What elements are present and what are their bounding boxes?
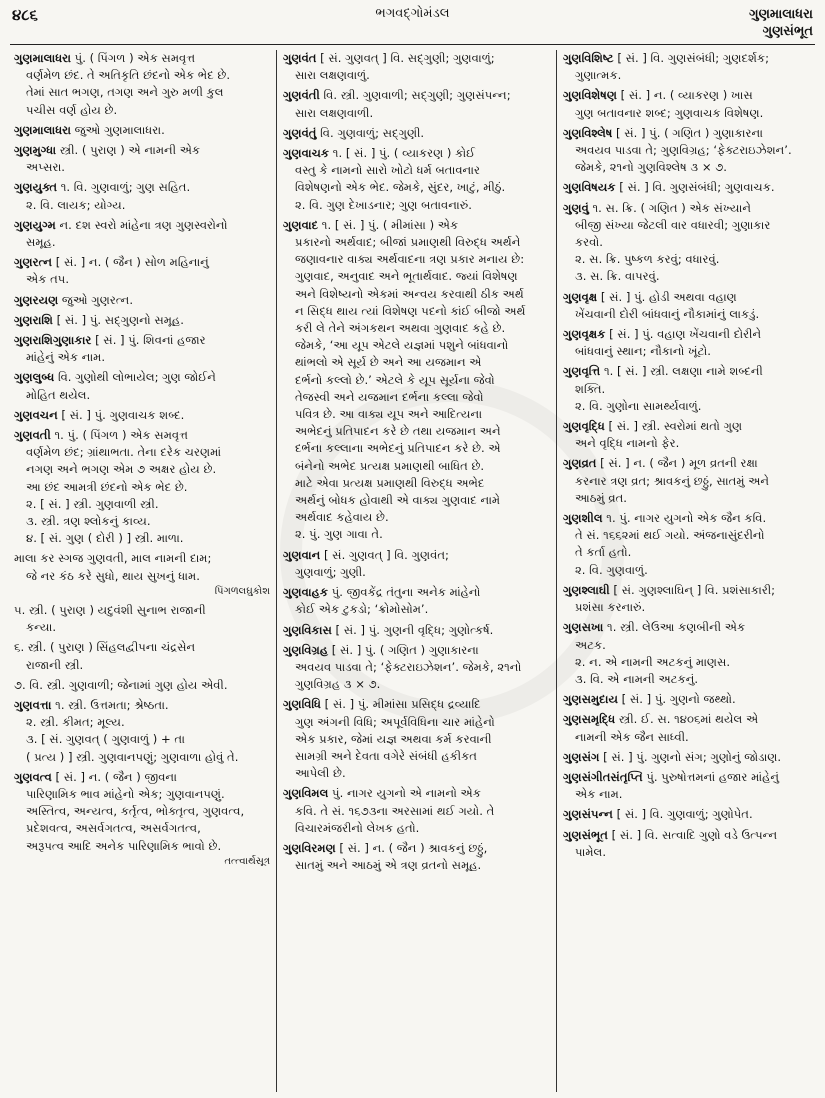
- entry-line: ન સિદ્ધ થાય ત્યાં વિશેષણ પદનો કાંઈ બીજો અર્થ: [295, 303, 526, 318]
- headword: ગુણવૃક્ષ: [563, 289, 598, 304]
- headword: ગુણયુક્ત: [14, 180, 58, 195]
- entry-headline: ગુણવ્રત [ સં. ] ન. ( જૈન ) મૂળ વ્રતની રક્ષા: [563, 456, 758, 471]
- headword: ગુણવંતી: [283, 88, 320, 103]
- entry-headline: ગુણવંતી વિ. સ્ત્રી. ગુણવાળી; સદ્ગુણી; ગુણસંપન્ન;: [283, 88, 511, 103]
- entry-line: ૨. પું. ગુણ ગાવા તે.: [295, 527, 383, 542]
- dictionary-entry: [563, 582, 811, 616]
- entry-headline: ગુણવિકાસ [ સં. ] પું. ગુણની વૃદ્ધિ; ગુણોત્કર્ષ.: [283, 622, 494, 637]
- dictionary-entry: [14, 407, 270, 424]
- headword: ગુણવાચક: [283, 146, 330, 161]
- entry-line: સારા લક્ષણવાળી.: [295, 105, 374, 120]
- headword: ગુણવાદ: [283, 217, 319, 232]
- entry-line: અને વિશેષ્યનો એકમાં અન્વય કરવાથી ઠીક અર્થ: [295, 286, 524, 301]
- dictionary-entry: [14, 254, 270, 288]
- entry-headline: ગુણવિશેષણ [ સં. ] ન. ( વ્યાકરણ ) ખાસ: [563, 88, 753, 103]
- page-number: ૪૮૬: [12, 6, 38, 24]
- headword: ગુણવત્તા: [14, 697, 52, 712]
- headword: ગુણરાશિ: [14, 312, 53, 327]
- dictionary-columns: [8, 50, 817, 1092]
- headword: ગુણવિકાસ: [283, 622, 332, 637]
- dictionary-entry: [283, 840, 550, 874]
- entry-line: ગુણ બતાવનાર શબ્દ; ગુણવાચક વિશેષણ.: [575, 105, 764, 120]
- entry-headline: ગુણવાચક ૧. [ સં. ] પું. ( વ્યાકરણ ) કોઈ: [283, 146, 476, 161]
- entry-line: જણાવનાર વાક્ય અર્થવાદના ત્રણ પ્રકાર મનાય છે:: [295, 252, 525, 267]
- entry-line: અપ્સરા.: [26, 160, 65, 175]
- headword: ગુણવિષયક: [563, 180, 616, 195]
- headword: ગુણવિશ્લેષ: [563, 125, 613, 140]
- dictionary-entry: [563, 87, 811, 121]
- dictionary-entry: [283, 785, 550, 837]
- dictionary-entry: [283, 217, 550, 544]
- dictionary-entry: [14, 179, 270, 213]
- entry-headline: ગુણવૃક્ષક [ સં. ] પું. વહાણ ખેંચવાની દોરીને: [563, 327, 762, 342]
- entry-line: પ્રકારનો અર્થવાદ; બીજાં પ્રમાણથી વિરુદ્ધ અર્થને: [295, 235, 521, 250]
- dictionary-entry: [563, 125, 811, 177]
- entry-headline: ગુણમુગ્ધા સ્ત્રી. ( પુરાણ ) એ નામની એક: [14, 143, 201, 158]
- dictionary-entry: [283, 145, 550, 214]
- entry-line: ૨. [ સં. ] સ્ત્રી. ગુણવાળી સ્ત્રી.: [26, 496, 159, 511]
- entry-line: શક્તિ.: [575, 381, 606, 396]
- dictionary-entry: [14, 369, 270, 403]
- entry-line: અર્થનું બોધક હોવાથી એ વાક્ય ગુણવાદ નામે: [295, 493, 501, 508]
- dictionary-entry: [14, 677, 270, 694]
- entry-line: ૩. સ. ક્રિ. વાપરવું.: [575, 269, 660, 284]
- dictionary-entry: [14, 217, 270, 251]
- entry-line: વસ્તુ કે નામનો સારો ખોટો ધર્મ બતાવનાર: [295, 163, 481, 178]
- column-3: [556, 50, 817, 1092]
- headword: ગુણવત્વ: [14, 769, 52, 784]
- entry-headline: ગુણવિગ્રહ [ સં. ] પું. ( ગણિત ) ગુણાકારના: [283, 642, 479, 657]
- entry-headline: ગુણવાહક પું. જીવકેંદ્ર તંતુના અનેક માંહેનો: [283, 585, 481, 600]
- entry-headline: ગુણસંભૂત [ સં. ] વિ. સત્વાદિ ગુણો વડે ઉત્પન્ન: [563, 827, 778, 842]
- entry-line: અવયવ પાડવા તે; ‘ફેક્ટરાઇઝેશન’. જેમકે, ૨૧નો: [295, 659, 522, 674]
- guide-word-top: ગુણમાલાધરા: [749, 7, 813, 22]
- entry-line: ગુણાત્મક.: [575, 68, 622, 83]
- entry-line: ૨. સ્ત્રી. કીમત; મૂલ્ય.: [26, 715, 125, 730]
- entry-line: માટે એવા પ્રત્યક્ષ પ્રમાણથી વિરુદ્ધ અભેદ: [295, 475, 485, 490]
- headword: ગુણવૃક્ષક: [563, 327, 606, 342]
- entry-headline: ગુણમાલાધરા જુઓ ગુણમાલાધરા.: [14, 122, 165, 137]
- headword: ગુણસમૃદ્ધિ: [563, 712, 616, 727]
- entry-line: ખેંચવાની દોરી બાંધવાનું નૌકામાંનું લાકડું.: [575, 306, 760, 321]
- entry-line: બાંધવાનું સ્થાન; નૌકાનો ખૂંટો.: [575, 344, 711, 359]
- headword: ગુણવતી: [14, 428, 51, 443]
- entry-headline: ગુણસમુદાય [ સં. ] પું. ગુણનો જથ્થો.: [563, 692, 736, 707]
- entry-line: ૬. સ્ત્રી. ( પુરાણ ) સિંહલદ્વીપના ચંદ્રસેન: [14, 640, 196, 655]
- headword: ગુણમુગ્ધા: [14, 143, 57, 158]
- dictionary-entry: [563, 455, 811, 507]
- headword: ગુણસંગ: [563, 749, 600, 764]
- entry-line: અવયવ પાડવા તે; ગુણવિગ્રહ; ‘ફેક્ટરાઇઝેશન’.: [575, 143, 792, 158]
- guide-word-bottom: ગુણસંભૂત: [762, 24, 813, 39]
- entry-line: માલા કર સ્ગજ ગુણવતી, માલ નામની દામ;: [14, 551, 212, 566]
- headword: ગુણમાલાધરા: [14, 51, 71, 65]
- dictionary-entry: [283, 87, 550, 121]
- entry-line: આપેલી છે.: [295, 766, 346, 781]
- headword: ગુણવાન: [283, 547, 321, 562]
- entry-headline: ગુણવૃદ્ધિ [ સં. ] સ્ત્રી. સ્વરોમાં થતો ગુણ: [563, 419, 743, 434]
- entry-line: પામેલ.: [575, 844, 607, 859]
- entry-line: અર્થવાદ કહેવાય છે.: [295, 510, 389, 525]
- headword: ગુણવંતું: [283, 125, 317, 140]
- entry-line: કરવો.: [575, 235, 603, 250]
- entry-headline: ગુણરાશિ [ સં. ] પું. સદ્ગુણનો સમૂહ.: [14, 312, 184, 327]
- dictionary-entry: [563, 50, 811, 84]
- entry-headline: ગુણલુબ્ધ વિ. ગુણોથી લોભાયેલ; ગુણ જોઈને: [14, 370, 216, 385]
- dictionary-entry: [563, 200, 811, 286]
- entry-line: નામની એક જૈન સાધ્વી.: [575, 729, 689, 744]
- headword: ગુણવંત: [283, 51, 317, 65]
- dictionary-entry: [283, 696, 550, 782]
- headword: ગુણવિમલ: [283, 786, 329, 801]
- entry-line: એક નામ.: [575, 787, 623, 802]
- entry-line: કોઈ એક ટુકડો; ‘ક્રોમોસોમ’.: [295, 602, 429, 617]
- entry-line: વિચારમંજરીનો લેખક હતો.: [295, 820, 420, 835]
- dictionary-entry: [563, 326, 811, 360]
- column-2: [276, 50, 556, 1092]
- headword: ગુણસખા: [563, 620, 604, 635]
- entry-line: વર્ણમેળ છંદ; ગ્રાંથાભતા. તેના દરેક ચરણમાં: [26, 445, 222, 460]
- headword: ગુણવિધિ: [283, 697, 321, 712]
- headword: ગુણમાલાધરા: [14, 122, 71, 137]
- entry-headline: ગુણવિષયક [ સં. ] વિ. ગુણસંબંધી; ગુણવાચક.: [563, 180, 775, 195]
- dictionary-entry: [14, 697, 270, 766]
- dictionary-entry: [563, 806, 811, 823]
- entry-line: ગુણવાદ, અનુવાદ અને ભૂતાર્થવાદ. જ્યાં વિશેષણ: [295, 269, 518, 284]
- entry-line: જેમકે, ‘આ યૂપ એટલે યજ્ઞમાં પશુને બાંધવાનો: [295, 338, 509, 353]
- entry-line: તેમાં સાત ભગણ, તગણ અને ગુરુ મળી કુલ: [26, 85, 224, 100]
- entry-line: ગુણવિગ્રહ ૩ × ૭.: [295, 677, 381, 692]
- dictionary-entry: [563, 619, 811, 688]
- entry-line: ૨. વિ. ગુણ દેખાડનાર; ગુણ બતાવનારું.: [295, 197, 472, 212]
- entry-line: સાતમું અને આઠમું એ ત્રણ વ્રતનો સમૂહ.: [295, 858, 482, 873]
- entry-line: ૩. સ્ત્રી. ત્રણ શ્લોકનું કાવ્ય.: [26, 514, 151, 529]
- dictionary-entry: [14, 142, 270, 176]
- entry-line: જે નર કંઠ કરે સુધો, થાય સુખનું ધામ.: [26, 568, 200, 583]
- dictionary-entry: [283, 642, 550, 694]
- entry-line: ૪. [ સં. ગુણ ( દોરી ) ] સ્ત્રી. માળા.: [26, 531, 184, 546]
- entry-line: નગણ અને ભગણ એમ ૭ અક્ષર હોય છે.: [26, 462, 217, 477]
- entry-headline: ગુણવાન [ સં. ગુણવત્ ] વિ. ગુણવંત;: [283, 547, 449, 562]
- dictionary-entry: [563, 711, 811, 745]
- page-header: [10, 4, 815, 44]
- headword: ગુણવ્રત: [563, 456, 597, 471]
- headword: ગુણવાહક: [283, 585, 329, 600]
- dictionary-entry: [14, 332, 270, 366]
- dictionary-entry: [563, 691, 811, 708]
- entry-line: સારા લક્ષણવાળું.: [295, 68, 370, 83]
- headword: ગુણવચન: [14, 407, 58, 422]
- entry-line: રાજાની સ્ત્રી.: [26, 657, 84, 672]
- entry-line: સામગ્રી અને દેવતા વગેરે સંબંધી હકીકત: [295, 748, 477, 763]
- entry-headline: ગુણવૃત્તિ ૧. [ સં. ] સ્ત્રી. લક્ષણા નામે શબ્દની: [563, 364, 763, 379]
- book-title: ભગવદ્ગોમંડલ: [375, 6, 450, 21]
- entry-headline: ગુણવાદ ૧. [ સં. ] પું. ( મીમાંસા ) એક: [283, 217, 459, 232]
- entry-line: સમૂહ.: [26, 235, 56, 250]
- entry-line: કવિ. તે સં. ૧૬૭૩ના અરસામાં થઈ ગયો. તે: [295, 803, 495, 818]
- entry-line: ૭. વિ. સ્ત્રી. ગુણવાળી; જેનામાં ગુણ હોય એવી.: [14, 677, 228, 692]
- entry-headline: ગુણસમૃદ્ધિ સ્ત્રી. ઈ. સ. ૧૪૦૬માં થયેલ એ: [563, 712, 759, 727]
- entry-line: પિંગળલઘુકોશ: [214, 585, 270, 597]
- entry-headline: ગુણયુગ્મ ન. દશ સ્વરો માંહેના ત્રણ ગુણસ્વરોનો: [14, 217, 228, 232]
- entry-line: તત્ત્વાર્થસૂત્ર: [224, 855, 270, 867]
- entry-line: પ્રદેશવત્વ, અસર્વગતત્વ, અસર્વગતત્વ,: [26, 821, 201, 836]
- entry-line: ૩. [ સં. ગુણવત્ ( ગુણવાળું ) + તા: [26, 732, 185, 747]
- entry-line: અભેદનું પ્રતિપાદન કરે છે તથા યજમાન અને: [295, 424, 501, 439]
- entry-line: કન્યા.: [26, 620, 57, 635]
- entry-line: તે સં. ૧૬૬૨માં થઈ ગયો. અંજનાસુંદરીનો: [575, 528, 765, 543]
- entry-line: ૨. વિ. ગુણોના સામર્થ્યવાળું.: [575, 398, 702, 413]
- entry-line: પચીસ વર્ણ હોય છે.: [26, 102, 118, 117]
- dictionary-entry: [14, 292, 270, 309]
- dictionary-entry: [14, 427, 270, 547]
- entry-line: ૫. સ્ત્રી. ( પુરાણ ) યદુવંશી સુનાભ રાજાની: [14, 602, 206, 617]
- dictionary-entry: [563, 510, 811, 579]
- headword: ગુણસમુદાય: [563, 692, 618, 707]
- header-rule: [10, 44, 815, 45]
- entry-line: ૨. ન. એ નામની અટકનું માણસ.: [575, 654, 731, 669]
- dictionary-entry: [563, 363, 811, 415]
- headword: ગુણશ્લાઘી: [563, 582, 610, 597]
- entry-headline: ગુણરયણ જુઓ ગુણરત્ન.: [14, 292, 134, 307]
- dictionary-entry: [14, 50, 270, 119]
- dictionary-entry: [283, 125, 550, 142]
- entry-line: એક પ્રકાર, જેમાં યજ્ઞ અથવા કર્મ કરવાની: [295, 731, 492, 746]
- headword: ગુણવિશેષણ: [563, 88, 617, 103]
- entry-line: તેજસ્વી અને યજમાન દર્ભના કલ્લા જેવો: [295, 389, 484, 404]
- headword: ગુણરાશિગુણાકાર: [14, 333, 92, 348]
- headword: ગુણવું: [563, 200, 589, 215]
- headword: ગુણયુગ્મ: [14, 217, 56, 232]
- entry-line: પારિણામિક ભાવ માંહેનો એક; ગુણવાનપણું.: [26, 786, 225, 801]
- dictionary-entry: [283, 622, 550, 639]
- entry-headline: ગુણવચન [ સં. ] પું. ગુણવાચક શબ્દ.: [14, 407, 185, 422]
- entry-headline: ગુણસખા ૧. સ્ત્રી. લેઉઆ કણબીની એક: [563, 620, 746, 635]
- entry-line: પ્રશંસા કરનારું.: [575, 600, 646, 615]
- entry-line: દર્ભનો કલ્લો છે.’ એટલે કે યૂપ સૂર્યના જેવો: [295, 372, 495, 387]
- entry-line: અસ્તિત્વ, અન્યત્વ, કર્તૃત્વ, ભોક્તૃત્વ, ગુણવત્વ,: [26, 804, 245, 819]
- entry-line: પવિત્ર છે. આ વાક્ય યૂપ અને આદિત્યના: [295, 407, 483, 422]
- headword: ગુણવિશિષ્ટ: [563, 51, 614, 65]
- entry-line: આઠમું વ્રત.: [575, 490, 627, 505]
- entry-line: માંહેનું એક નામ.: [26, 350, 106, 365]
- dictionary-entry: [14, 639, 270, 673]
- entry-headline: ગુણમાલાધરા પું. ( પિંગળ ) એક સમવૃત્ત: [14, 51, 196, 65]
- entry-headline: ગુણરાશિગુણાકાર [ સં. ] પું. શિવનાં હજાર: [14, 333, 206, 348]
- entry-line: ૨. વિ. ગુણવાળું.: [575, 562, 648, 577]
- dictionary-entry: [283, 547, 550, 581]
- headword: ગુણવૃદ્ધિ: [563, 419, 605, 434]
- dictionary-entry: [563, 179, 811, 196]
- dictionary-entry: [563, 827, 811, 861]
- dictionary-entry: [283, 584, 550, 618]
- headword: ગુણવિગ્રહ: [283, 642, 329, 657]
- dictionary-entry: [563, 418, 811, 452]
- entry-line: થાંભલો એ સૂર્ય છે અને આ યજમાન એ: [295, 355, 482, 370]
- column-1: [8, 50, 276, 1092]
- entry-headline: ગુણવિમલ પું. નાગર યુગનો એ નામનો એક: [283, 786, 481, 801]
- headword: ગુણસંભૂત: [563, 827, 608, 842]
- dictionary-entry: [283, 50, 550, 84]
- entry-headline: ગુણવિધિ [ સં. ] પું. મીમાંસા પ્રસિદ્ધ દ્રવ્યાદિ: [283, 697, 481, 712]
- headword: ગુણવિરમણ: [283, 840, 336, 855]
- headword: ગુણવૃત્તિ: [563, 364, 601, 379]
- entry-headline: ગુણવું ૧. સ. ક્રિ. ( ગણિત ) એક સંખ્યાને: [563, 200, 751, 215]
- entry-line: વિશેષણનો એક ભેદ. જેમકે, સુંદર, ખાટું, મીઠું.: [295, 180, 506, 195]
- entry-headline: ગુણવંત [ સં. ગુણવત્ ] વિ. સદ્ગુણી; ગુણવાળું;: [283, 51, 495, 65]
- entry-headline: ગુણસંગીતસંતૃપ્તિ પું. પુરુષોત્તમનાં હજાર માંહેનું: [563, 769, 780, 784]
- dictionary-entry: [14, 769, 270, 869]
- entry-headline: ગુણવિશ્લેષ [ સં. ] પું. ( ગણિત ) ગુણાકારના: [563, 125, 763, 140]
- entry-line: એક તપ.: [26, 272, 69, 287]
- entry-headline: ગુણસંપન્ન [ સં. ] વિ. ગુણવાળું; ગુણોપેત.: [563, 807, 753, 822]
- headword: ગુણસંગીતસંતૃપ્તિ: [563, 769, 643, 784]
- entry-line: ૨. વિ. લાયક; યોગ્ય.: [26, 197, 126, 212]
- headword: ગુણરયણ: [14, 292, 59, 307]
- headword: ગુણલુબ્ધ: [14, 370, 55, 385]
- entry-headline: ગુણવત્વ [ સં. ] ન. ( જૈન ) જીવના: [14, 769, 177, 784]
- entry-line: અને વૃદ્ધિ નામનો ફેર.: [575, 436, 680, 451]
- dictionary-entry: [563, 289, 811, 323]
- entry-headline: ગુણશ્લાઘી [ સં. ગુણશ્લાઘિન્ ] વિ. પ્રશંસાકારી;: [563, 582, 776, 597]
- entry-line: બીજી સંખ્યા જેટલી વાર વધારવી; ગુણાકાર: [575, 217, 771, 232]
- dictionary-entry: [14, 122, 270, 139]
- dictionary-entry: [563, 749, 811, 766]
- entry-line: ( પ્રત્ય ) ] સ્ત્રી. ગુણવાનપણું; ગુણવાળા હોવું તે.: [26, 749, 239, 764]
- entry-headline: ગુણવૃક્ષ [ સં. ] પું. હોડી અથવા વહાણ: [563, 289, 737, 304]
- headword: ગુણશીલ: [563, 511, 603, 526]
- entry-line: વર્ણમેળ છંદ. તે અતિકૃતિ છંદનો એક ભેદ છે.: [26, 68, 231, 83]
- entry-line: અટક.: [575, 637, 606, 652]
- entry-headline: ગુણવંતું વિ. ગુણવાળું; સદ્ગુણી.: [283, 125, 425, 140]
- entry-line: આ છંદ આમત્રી છંદનો એક ભેદ છે.: [26, 479, 188, 494]
- entry-line: મોહિત થયેલ.: [26, 387, 91, 402]
- entry-headline: ગુણરત્ન [ સં. ] ન. ( જૈન ) સોળ મહિનાનું: [14, 255, 209, 270]
- entry-headline: ગુણસંગ [ સં. ] પું. ગુણનો સંગ; ગુણોનું જોડાણ.: [563, 749, 782, 764]
- entry-line: કરી લે તેને અંગકથન અથવા ગુણવાદ કહે છે.: [295, 321, 506, 336]
- guide-words: [749, 6, 813, 40]
- entry-line: ગુણ અંગની વિધિ; અપૂર્વવિધિના ચાર માંહેનો: [295, 714, 495, 729]
- dictionary-entry: [14, 312, 270, 329]
- entry-headline: ગુણવતી ૧. પું. ( પિંગળ ) એક સમવૃત્ત: [14, 428, 188, 443]
- entry-line: કરનાર ત્રણ વ્રત; શ્રાવકનું છઠ્ઠું, સાતમું અને: [575, 473, 770, 488]
- dictionary-entry: [14, 550, 270, 598]
- entry-line: અરૂપત્વ આદિ અનેક પારિણામિક ભાવો છે.: [26, 838, 222, 853]
- entry-headline: ગુણશીલ ૧. પું. નાગર યુગનો એક જૈન કવિ.: [563, 511, 767, 526]
- entry-line: દર્ભના કલ્લાના અભેદનું પ્રતિપાદન કરે છે. એ: [295, 441, 501, 456]
- entry-line: ૩. વિ. એ નામની અટકનું.: [575, 671, 699, 686]
- entry-line: બંનેનો અભેદ પ્રત્યક્ષ પ્રમાણથી બાધિત છે.: [295, 458, 485, 473]
- headword: ગુણસંપન્ન: [563, 807, 613, 822]
- dictionary-entry: [563, 769, 811, 803]
- entry-line: તે કર્તા હતો.: [575, 545, 632, 560]
- entry-line: ૨. સ. ક્રિ. પુષ્કળ કરવું; વધારવું.: [575, 252, 720, 267]
- entry-headline: ગુણવિરમણ [ સં. ] ન. ( જૈન ) શ્રાવકનું છઠ્ઠું,: [283, 840, 488, 855]
- entry-headline: ગુણયુક્ત ૧. વિ. ગુણવાળું; ગુણ સહિત.: [14, 180, 191, 195]
- entry-line: ગુણવાળું; ગુણી.: [295, 564, 366, 579]
- dictionary-entry: [14, 602, 270, 636]
- entry-line: જેમકે, ૨૧નો ગુણવિશ્લેષ ૩ × ૭.: [575, 160, 727, 175]
- entry-headline: ગુણવિશિષ્ટ [ સં. ] વિ. ગુણસંબંધી; ગુણદર્શક;: [563, 51, 769, 65]
- headword: ગુણરત્ન: [14, 255, 53, 270]
- entry-headline: ગુણવત્તા ૧. સ્ત્રી. ઉત્તમતા; શ્રેષ્ઠતા.: [14, 697, 169, 712]
